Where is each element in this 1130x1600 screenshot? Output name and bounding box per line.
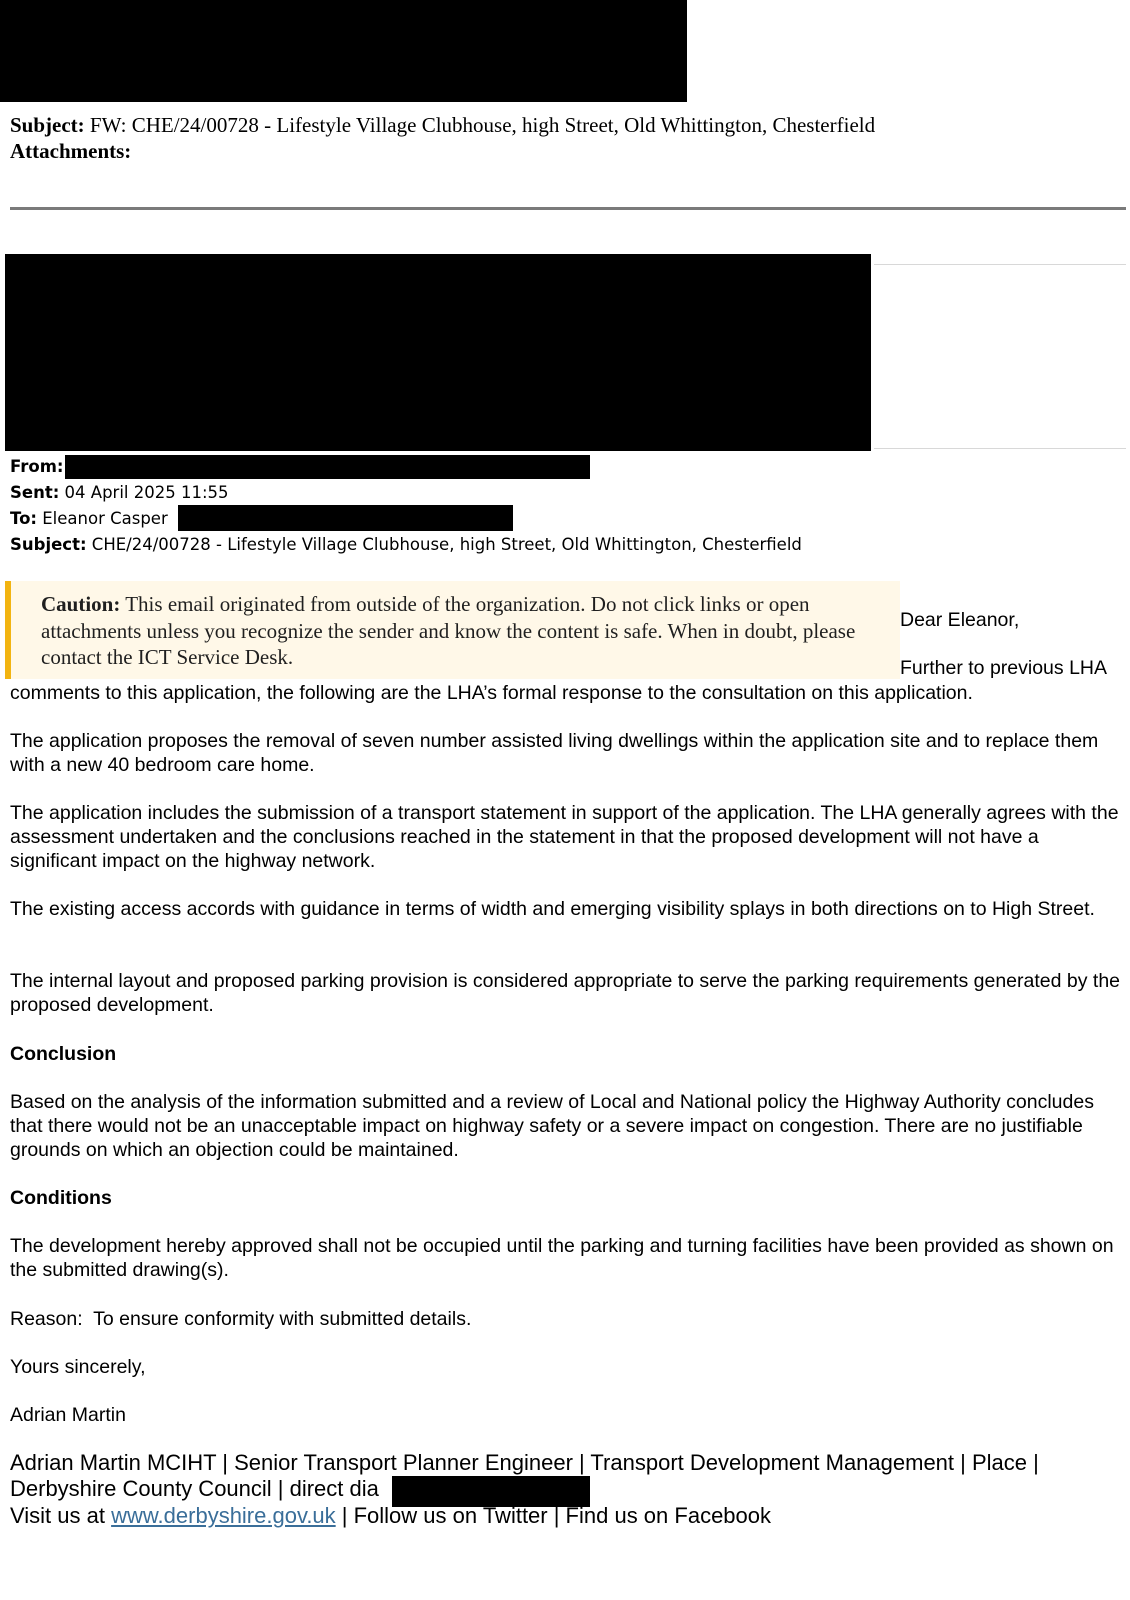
redaction-block bbox=[0, 0, 687, 102]
to-value: Eleanor Casper bbox=[37, 509, 168, 528]
forward-attachments-line bbox=[10, 139, 131, 164]
signature-links-line bbox=[10, 1503, 1125, 1529]
to-label: To: bbox=[10, 509, 37, 528]
redaction-block bbox=[178, 505, 513, 531]
caution-banner bbox=[5, 581, 900, 679]
greeting: Dear Eleanor, bbox=[900, 609, 1020, 631]
paragraph-2: The application proposes the removal of seven number assisted living dwellings within the application site and to replace them with a new 40 bedroom care home. bbox=[10, 730, 1099, 776]
redaction-block bbox=[5, 254, 871, 451]
sender-name: Adrian Martin bbox=[10, 1404, 126, 1426]
forward-subject-value: FW: CHE/24/00728 - Lifestyle Village Clubhouse, high Street, Old Whittington, Chesterfield bbox=[84, 113, 876, 137]
forward-attachments-label: Attachments: bbox=[10, 139, 132, 163]
caution-label: Caution: bbox=[41, 592, 121, 616]
conditions-heading: Conditions bbox=[10, 1187, 112, 1209]
redaction-block bbox=[65, 455, 590, 479]
original-from-line bbox=[10, 457, 63, 476]
caution-text: This email originated from outside of the organization. Do not click links or open attachments unless you recognize the sender and know the content is safe. When in doubt, please contact the ICT Service Desk. bbox=[41, 592, 856, 669]
paragraph-5: The internal layout and proposed parking provision is considered appropriate to serve the parking requirements generated by the proposed development. bbox=[10, 970, 1121, 1016]
social-text: | Follow us on Twitter | Find us on Facebook bbox=[335, 1503, 772, 1528]
visit-text: Visit us at bbox=[10, 1503, 112, 1528]
website-link[interactable]: www.derbyshire.gov.uk bbox=[111, 1503, 336, 1528]
closing: Yours sincerely, bbox=[10, 1356, 146, 1378]
sent-label: Sent: bbox=[10, 483, 60, 502]
paragraph-6: Based on the analysis of the information submitted and a review of Local and National policy the Highway Authority concludes that there would not be an unacceptable impact on highway safety or a severe impact on congestion. There are no justifiable grounds on which an objection could be maintained. bbox=[10, 1091, 1094, 1161]
reason-line: Reason: To ensure conformity with submitted details. bbox=[10, 1308, 472, 1330]
original-sent-line bbox=[10, 483, 229, 502]
original-to-line bbox=[10, 509, 168, 528]
forward-subject-label: Subject: bbox=[10, 113, 85, 137]
paragraph-1-rest: comments to this application, the following are the LHA’s formal response to the consultation on this application. bbox=[10, 682, 973, 704]
paragraph-4: The existing access accords with guidance in terms of width and emerging visibility splays in both directions on to High Street. bbox=[10, 898, 1095, 920]
paragraph-7: The development hereby approved shall not be occupied until the parking and turning facilities have been provided as shown on the submitted drawing(s). bbox=[10, 1235, 1114, 1281]
from-label: From: bbox=[10, 457, 64, 476]
conclusion-heading: Conclusion bbox=[10, 1043, 117, 1065]
paragraph-1-start: Further to previous LHA bbox=[900, 657, 1108, 679]
sent-value: 04 April 2025 11:55 bbox=[59, 483, 229, 502]
paragraph-3: The application includes the submission of a transport statement in support of the application. The LHA generally agrees with the assessment undertaken and the conclusions reached in the statement in that the proposed development will not have a significant impact on the highway network. bbox=[10, 802, 1119, 872]
signature-line-1: Adrian Martin MCIHT | Senior Transport Planner Engineer | Transport Development Management | Place | bbox=[10, 1450, 1039, 1475]
signature-line-2: Derbyshire County Council | direct dia bbox=[10, 1476, 379, 1501]
divider-line bbox=[874, 448, 1126, 449]
divider-line bbox=[874, 264, 1126, 265]
forward-subject-line bbox=[10, 113, 875, 138]
original-subject-label: Subject: bbox=[10, 535, 87, 554]
original-subject-value: CHE/24/00728 - Lifestyle Village Clubhouse, high Street, Old Whittington, Chesterfield bbox=[86, 535, 802, 554]
original-subject-line bbox=[10, 535, 802, 554]
header-divider bbox=[10, 207, 1126, 210]
